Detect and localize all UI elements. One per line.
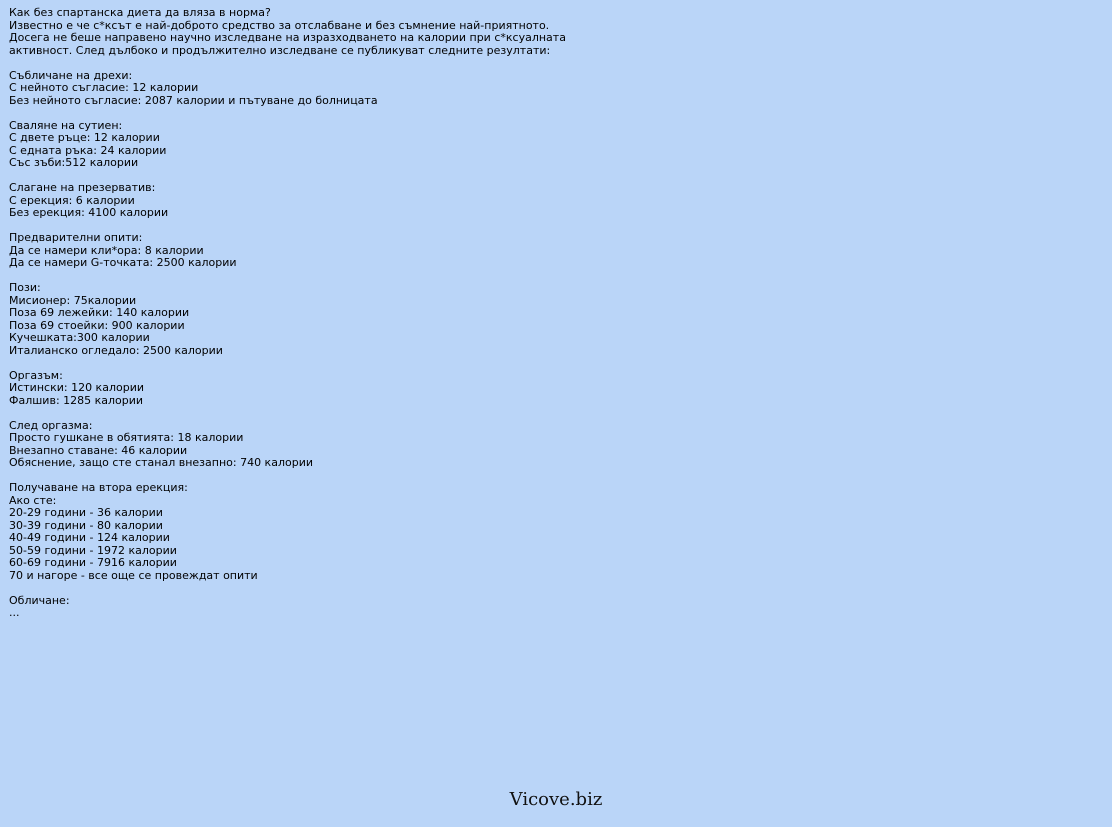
spacer [9, 270, 1099, 283]
section-item: Поза 69 стоейки: 900 калории [9, 318, 185, 332]
spacer [9, 220, 1099, 233]
section-item: Ако сте: [9, 493, 57, 507]
section-item: С едната ръка: 24 калории [9, 143, 167, 157]
section-item: Просто гушкане в обятията: 18 калории [9, 431, 244, 444]
section-item: Мисионер: 75калории [9, 293, 137, 307]
section-item: Истински: 120 калории [9, 381, 144, 394]
section-heading: Оргазъм: [9, 368, 63, 382]
section-heading: Слагане на презерватив: [9, 181, 156, 194]
section-heading: Пози: [9, 281, 41, 294]
section-heading: Получаване на втора ерекция: [9, 481, 188, 494]
section-item: Да се намери кли*ора: 8 калории [9, 243, 204, 257]
section-second-erection [9, 482, 1099, 582]
section-item: Фалшив: 1285 калории [9, 393, 144, 407]
section-positions [9, 282, 1099, 357]
section-heading: Сваляне на сутиен: [9, 118, 123, 132]
section-item: 40-49 години - 124 калории [9, 531, 170, 544]
section-item: Без нейното съгласие: 2087 калории и пътуване до болницата [9, 93, 378, 107]
section-heading: Обличане: [9, 593, 70, 607]
intro-line: Известно е че с*ксът е най-доброто средство за отслабване и без съмнение най-приятното. [9, 18, 550, 32]
section-item: Италианско огледало: 2500 калории [9, 343, 223, 357]
section-item: Без ерекция: 4100 калории [9, 206, 169, 219]
section-heading: Събличане на дрехи: [9, 68, 133, 82]
article-text [9, 7, 1099, 620]
site-watermark: Vicove.biz [509, 789, 603, 810]
section-item: Да се намери G-точката: 2500 калории [9, 256, 237, 269]
section-item: Внезапно ставане: 46 калории [9, 443, 188, 457]
spacer [9, 107, 1099, 120]
section-item: Обяснение, защо сте станал внезапно: 740 калории [9, 456, 313, 469]
section-heading: Предварителни опити: [9, 231, 143, 244]
section-item: Кучешката:300 калории [9, 331, 150, 344]
section-item: С нейното съгласие: 12 калории [9, 81, 199, 94]
spacer [9, 57, 1099, 70]
article-title: Как без спартанска диета да вляза в норма? [9, 6, 271, 19]
section-item: 30-39 години - 80 калории [9, 518, 163, 532]
spacer [9, 582, 1099, 595]
section-foreplay [9, 232, 1099, 270]
spacer [9, 170, 1099, 183]
section-heading: След оргазма: [9, 418, 93, 432]
section-item: 60-69 години - 7916 калории [9, 556, 177, 569]
section-item: Поза 69 лежейки: 140 калории [9, 306, 190, 319]
section-undressing [9, 70, 1099, 108]
section-after [9, 420, 1099, 470]
section-bra [9, 120, 1099, 170]
section-item: С двете ръце: 12 калории [9, 131, 160, 144]
section-item: С ерекция: 6 калории [9, 193, 135, 207]
section-item: Със зъби:512 калории [9, 156, 139, 169]
spacer [9, 407, 1099, 420]
section-condom [9, 182, 1099, 220]
section-item: 20-29 години - 36 калории [9, 506, 163, 519]
section-dressing [9, 595, 1099, 620]
section-orgasm [9, 370, 1099, 408]
section-item: ... [9, 606, 20, 619]
section-item: 70 и нагоре - все още се провеждат опити [9, 568, 258, 582]
intro-line: Досега не беше направено научно изследване на изразходването на калории при с*ксуалната [9, 31, 566, 44]
intro-line: активност. След дълбоко и продължително изследване се публикуват следните резултати: [9, 43, 551, 57]
spacer [9, 357, 1099, 370]
section-item: 50-59 години - 1972 калории [9, 543, 177, 557]
